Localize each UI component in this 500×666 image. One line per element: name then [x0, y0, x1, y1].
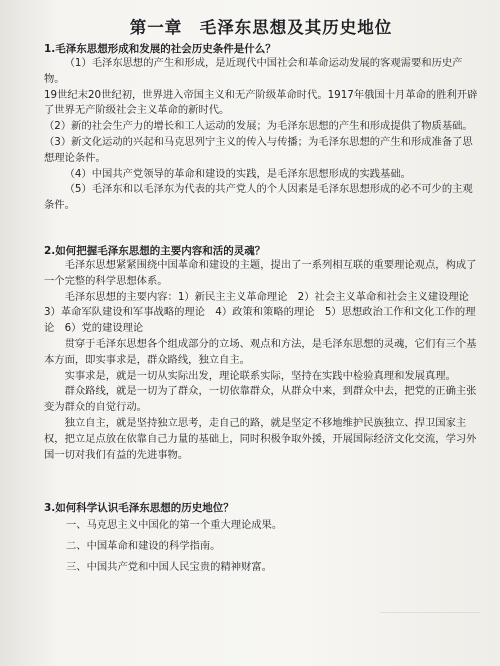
- show-through-mark: [380, 612, 480, 643]
- q1-paragraph: （5）毛泽东和以毛泽东为代表的共产党人的个人因素是毛泽东思想形成的必不可少的主观条件。: [44, 183, 473, 212]
- q2-paragraph: 实事求是，就是一切从实际出发，理论联系实际，坚持在实践中检验真理和发展真理。: [64, 369, 456, 382]
- q1-paragraph: （3）新文化运动的兴起和马克思列宁主义的传入与传播；为毛泽东思想的产生和形成准备了思想理论条件。: [44, 135, 473, 164]
- q2-paragraph: 贯穿于毛泽东思想各个组成部分的立场、观点和方法，是毛泽东思想的灵魂，它们有三个基本方面，即实事求是，群众路线，独立自主。: [44, 337, 477, 366]
- q2-paragraph: 独立自主，就是坚持独立思考，走自己的路，就是坚定不移地维护民族独立、捍卫国家主权，把立足点放在依靠自己力量的基础上，同时积极争取外援，开展国际经济文化交流，学习外国一切对我们有益的先进事物。: [44, 416, 477, 461]
- q1-paragraph: （1）毛泽东思想的产生和形成，是近现代中国社会和革命运动发展的客观需要和历史产物。: [44, 57, 463, 85]
- question-2-heading: 2.如何把握毛泽东思想的主要内容和活的灵魂？: [44, 244, 266, 257]
- question-3-section: [44, 501, 478, 578]
- chapter-title: 第一章 毛泽东思想及其历史地位: [129, 18, 393, 37]
- q1-paragraph: 19世纪末20世纪初，世界进入帝国主义和无产阶级革命时代。1917年俄国十月革命的胜利开辟了世界无产阶级社会主义革命的新时代。: [44, 88, 478, 117]
- question-1-heading: 1.毛泽东思想形成和发展的社会历史条件是什么？: [44, 43, 276, 55]
- question-2-section: [44, 244, 478, 463]
- q2-paragraph: 毛泽东思想紧紧围绕中国革命和建设的主题，提出了一系列相互联的重要理论观点，构成了一个完整的科学思想体系。: [44, 258, 477, 287]
- section-spacer: [44, 463, 478, 501]
- q1-paragraph: （2）新的社会生产力的增长和工人运动的发展；为毛泽东思想的产生和形成提供了物质基础。: [44, 120, 473, 133]
- q3-list-item: 一、马克思主义中国化的第一个重大理论成果。: [66, 519, 283, 532]
- q3-list-item: 二、中国革命和建设的科学指南。: [66, 540, 221, 553]
- q1-paragraph: （4）中国共产党领导的革命和建设的实践，是毛泽东思想形成的实践基础。: [64, 167, 411, 180]
- question-3-heading: 3.如何科学认识毛泽东思想的历史地位？: [44, 502, 234, 515]
- q3-list-item: 三、中国共产党和中国人民宝贵的精神财富。: [66, 561, 272, 574]
- q2-paragraph: 群众路线，就是一切为了群众，一切依靠群众，从群众中来，到群众中去，把党的正确主张变为群众的自觉行动。: [44, 385, 477, 414]
- q2-paragraph: 毛泽东思想的主要内容：1）新民主主义革命理论 2）社会主义革命和社会主义建设理论 3）革命军队建设和军事战略的理论 4）政策和策略的理论 5）思想政治工作和文化工作的理论 6）党的建设理论: [44, 290, 480, 335]
- question-1-section: [44, 42, 478, 214]
- section-spacer: [44, 214, 478, 244]
